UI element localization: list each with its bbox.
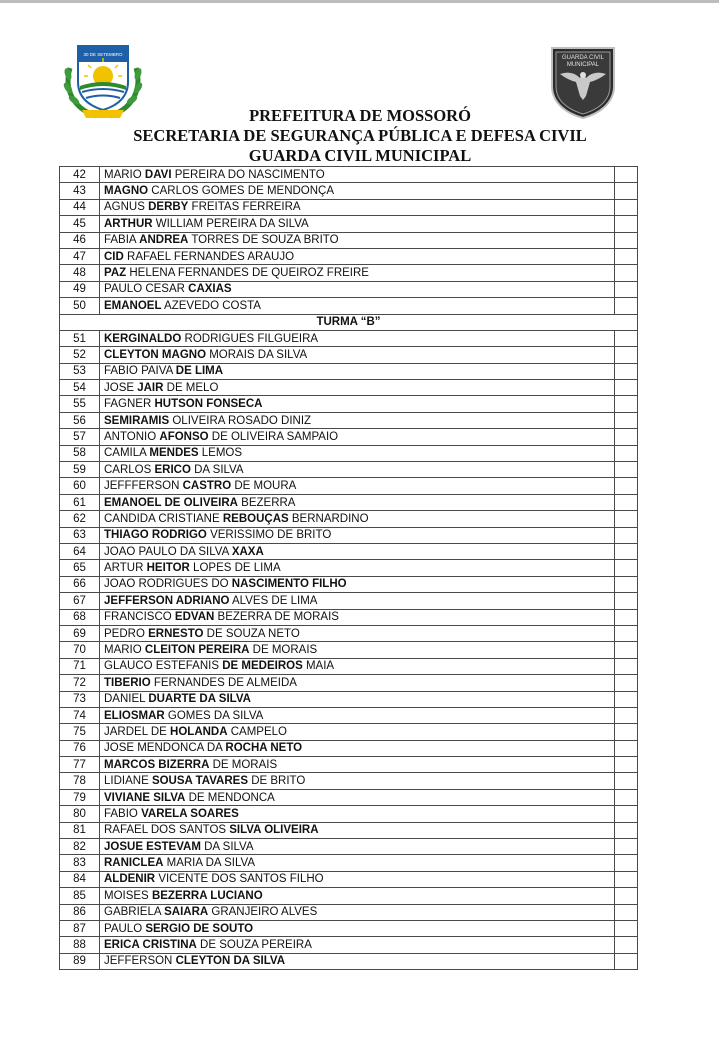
header-line-prefeitura: PREFEITURA DE MOSSORÓ — [249, 106, 471, 125]
row-name: ARTHUR WILLIAM PEREIRA DA SILVA — [100, 216, 615, 232]
row-number: 70 — [60, 642, 100, 658]
row-name: FRANCISCO EDVAN BEZERRA DE MORAIS — [100, 609, 615, 625]
row-name: CANDIDA CRISTIANE REBOUÇAS BERNARDINO — [100, 511, 615, 527]
row-number: 73 — [60, 691, 100, 707]
row-number: 55 — [60, 396, 100, 412]
row-blank-cell — [615, 953, 638, 969]
row-number: 71 — [60, 658, 100, 674]
row-blank-cell — [615, 609, 638, 625]
row-number: 67 — [60, 593, 100, 609]
table-row — [60, 773, 638, 789]
row-name: EMANOEL AZEVEDO COSTA — [100, 298, 615, 314]
row-blank-cell — [615, 330, 638, 346]
row-number: 80 — [60, 806, 100, 822]
row-blank-cell — [615, 773, 638, 789]
row-name: VIVIANE SILVA DE MENDONCA — [100, 789, 615, 805]
row-blank-cell — [615, 380, 638, 396]
table-row — [60, 904, 638, 920]
row-blank-cell — [615, 232, 638, 248]
table-row — [60, 543, 638, 559]
table-row — [60, 363, 638, 379]
table-row — [60, 888, 638, 904]
row-name: FABIO VARELA SOARES — [100, 806, 615, 822]
row-blank-cell — [615, 412, 638, 428]
row-number: 87 — [60, 920, 100, 936]
table-row — [60, 937, 638, 953]
table-row — [60, 658, 638, 674]
row-name: CARLOS ERICO DA SILVA — [100, 462, 615, 478]
row-blank-cell — [615, 543, 638, 559]
row-blank-cell — [615, 625, 638, 641]
row-number: 52 — [60, 347, 100, 363]
row-blank-cell — [615, 707, 638, 723]
table-row — [60, 789, 638, 805]
row-blank-cell — [615, 167, 638, 183]
table-row — [60, 232, 638, 248]
table-row — [60, 839, 638, 855]
table-row — [60, 330, 638, 346]
table-row — [60, 593, 638, 609]
table-row — [60, 576, 638, 592]
row-number: 57 — [60, 429, 100, 445]
row-number: 46 — [60, 232, 100, 248]
row-blank-cell — [615, 183, 638, 199]
table-row — [60, 527, 638, 543]
table-row — [60, 216, 638, 232]
row-number: 79 — [60, 789, 100, 805]
row-blank-cell — [615, 281, 638, 297]
row-number: 88 — [60, 937, 100, 953]
table-row — [60, 806, 638, 822]
row-name: ALDENIR VICENTE DOS SANTOS FILHO — [100, 871, 615, 887]
row-number: 83 — [60, 855, 100, 871]
row-number: 45 — [60, 216, 100, 232]
row-number: 47 — [60, 248, 100, 264]
row-blank-cell — [615, 511, 638, 527]
row-name: JOSE JAIR DE MELO — [100, 380, 615, 396]
table-row — [60, 691, 638, 707]
row-blank-cell — [615, 199, 638, 215]
row-name: ANTONIO AFONSO DE OLIVEIRA SAMPAIO — [100, 429, 615, 445]
row-number: 85 — [60, 888, 100, 904]
row-number: 58 — [60, 445, 100, 461]
row-name: JARDEL DE HOLANDA CAMPELO — [100, 724, 615, 740]
row-number: 66 — [60, 576, 100, 592]
table-row — [60, 494, 638, 510]
table-row — [60, 347, 638, 363]
row-name: RANICLEA MARIA DA SILVA — [100, 855, 615, 871]
row-blank-cell — [615, 527, 638, 543]
table-row — [60, 953, 638, 969]
group-header-row — [60, 314, 638, 330]
badge-right-text-top: GUARDA CIVIL — [561, 55, 605, 61]
table-row — [60, 675, 638, 691]
table-row — [60, 822, 638, 838]
row-blank-cell — [615, 920, 638, 936]
table-row — [60, 724, 638, 740]
row-number: 59 — [60, 462, 100, 478]
row-number: 50 — [60, 298, 100, 314]
row-blank-cell — [615, 806, 638, 822]
row-name: DANIEL DUARTE DA SILVA — [100, 691, 615, 707]
table-row — [60, 380, 638, 396]
table-row — [60, 609, 638, 625]
row-blank-cell — [615, 560, 638, 576]
row-name: GABRIELA SAIARA GRANJEIRO ALVES — [100, 904, 615, 920]
row-name: CLEYTON MAGNO MORAIS DA SILVA — [100, 347, 615, 363]
row-name: MARIO CLEITON PEREIRA DE MORAIS — [100, 642, 615, 658]
row-blank-cell — [615, 429, 638, 445]
row-name: MARIO DAVI PEREIRA DO NASCIMENTO — [100, 167, 615, 183]
row-number: 49 — [60, 281, 100, 297]
row-name: CAMILA MENDES LEMOS — [100, 445, 615, 461]
row-name: FAGNER HUTSON FONSECA — [100, 396, 615, 412]
row-blank-cell — [615, 298, 638, 314]
roster-table — [59, 166, 638, 970]
header-line-secretaria: SECRETARIA DE SEGURANÇA PÚBLICA E DEFESA CIVIL — [133, 126, 587, 145]
row-name: TIBERIO FERNANDES DE ALMEIDA — [100, 675, 615, 691]
row-number: 82 — [60, 839, 100, 855]
table-row — [60, 412, 638, 428]
table-row — [60, 248, 638, 264]
row-name: PAZ HELENA FERNANDES DE QUEIROZ FREIRE — [100, 265, 615, 281]
table-row — [60, 855, 638, 871]
table-row — [60, 625, 638, 641]
row-blank-cell — [615, 675, 638, 691]
row-blank-cell — [615, 494, 638, 510]
row-blank-cell — [615, 757, 638, 773]
row-name: MOISES BEZERRA LUCIANO — [100, 888, 615, 904]
header-line-guarda: GUARDA CIVIL MUNICIPAL — [248, 146, 472, 165]
row-blank-cell — [615, 478, 638, 494]
row-blank-cell — [615, 265, 638, 281]
table-row — [60, 642, 638, 658]
badge-right-text-bottom: MUNICIPAL — [566, 62, 600, 68]
row-number: 54 — [60, 380, 100, 396]
row-blank-cell — [615, 724, 638, 740]
table-row — [60, 265, 638, 281]
row-number: 44 — [60, 199, 100, 215]
top-border-line — [0, 0, 719, 3]
row-name: JOAO RODRIGUES DO NASCIMENTO FILHO — [100, 576, 615, 592]
row-blank-cell — [615, 658, 638, 674]
row-name: FABIA ANDREA TORRES DE SOUZA BRITO — [100, 232, 615, 248]
row-name: ERICA CRISTINA DE SOUZA PEREIRA — [100, 937, 615, 953]
row-name: THIAGO RODRIGO VERISSIMO DE BRITO — [100, 527, 615, 543]
row-number: 53 — [60, 363, 100, 379]
row-blank-cell — [615, 445, 638, 461]
table-row — [60, 429, 638, 445]
row-number: 69 — [60, 625, 100, 641]
row-blank-cell — [615, 576, 638, 592]
row-number: 78 — [60, 773, 100, 789]
row-blank-cell — [615, 937, 638, 953]
table-row — [60, 560, 638, 576]
row-blank-cell — [615, 789, 638, 805]
row-number: 81 — [60, 822, 100, 838]
row-name: JOAO PAULO DA SILVA XAXA — [100, 543, 615, 559]
row-blank-cell — [615, 396, 638, 412]
row-blank-cell — [615, 593, 638, 609]
row-number: 61 — [60, 494, 100, 510]
table-row — [60, 445, 638, 461]
row-number: 68 — [60, 609, 100, 625]
row-number: 89 — [60, 953, 100, 969]
roster-table-body — [60, 167, 638, 970]
row-name: GLAUCO ESTEFANIS DE MEDEIROS MAIA — [100, 658, 615, 674]
table-row — [60, 462, 638, 478]
row-name: CID RAFAEL FERNANDES ARAUJO — [100, 248, 615, 264]
row-number: 64 — [60, 543, 100, 559]
row-name: ELIOSMAR GOMES DA SILVA — [100, 707, 615, 723]
row-name: PAULO SERGIO DE SOUTO — [100, 920, 615, 936]
row-name: EMANOEL DE OLIVEIRA BEZERRA — [100, 494, 615, 510]
row-name: JEFFERSON CLEYTON DA SILVA — [100, 953, 615, 969]
row-name: SEMIRAMIS OLIVEIRA ROSADO DINIZ — [100, 412, 615, 428]
row-blank-cell — [615, 642, 638, 658]
row-number: 56 — [60, 412, 100, 428]
row-name: MAGNO CARLOS GOMES DE MENDONÇA — [100, 183, 615, 199]
row-blank-cell — [615, 822, 638, 838]
table-row — [60, 511, 638, 527]
row-name: JEFFERSON ADRIANO ALVES DE LIMA — [100, 593, 615, 609]
row-name: FABIO PAIVA DE LIMA — [100, 363, 615, 379]
row-number: 84 — [60, 871, 100, 887]
row-name: RAFAEL DOS SANTOS SILVA OLIVEIRA — [100, 822, 615, 838]
row-blank-cell — [615, 363, 638, 379]
row-blank-cell — [615, 216, 638, 232]
row-number: 63 — [60, 527, 100, 543]
row-number: 74 — [60, 707, 100, 723]
row-name: JEFFFERSON CASTRO DE MOURA — [100, 478, 615, 494]
row-name: MARCOS BIZERRA DE MORAIS — [100, 757, 615, 773]
row-number: 72 — [60, 675, 100, 691]
row-blank-cell — [615, 888, 638, 904]
row-name: PAULO CESAR CAXIAS — [100, 281, 615, 297]
row-number: 60 — [60, 478, 100, 494]
row-number: 65 — [60, 560, 100, 576]
table-row — [60, 757, 638, 773]
row-name: PEDRO ERNESTO DE SOUZA NETO — [100, 625, 615, 641]
table-row — [60, 478, 638, 494]
table-row — [60, 298, 638, 314]
group-label-turma-b: TURMA “B” — [60, 314, 638, 330]
row-number: 76 — [60, 740, 100, 756]
row-number: 48 — [60, 265, 100, 281]
table-row — [60, 396, 638, 412]
row-blank-cell — [615, 347, 638, 363]
table-row — [60, 199, 638, 215]
row-name: AGNUS DERBY FREITAS FERREIRA — [100, 199, 615, 215]
row-blank-cell — [615, 855, 638, 871]
row-name: ARTUR HEITOR LOPES DE LIMA — [100, 560, 615, 576]
row-blank-cell — [615, 871, 638, 887]
table-row — [60, 167, 638, 183]
row-blank-cell — [615, 904, 638, 920]
table-row — [60, 740, 638, 756]
row-number: 75 — [60, 724, 100, 740]
row-number: 62 — [60, 511, 100, 527]
row-blank-cell — [615, 462, 638, 478]
row-name: KERGINALDO RODRIGUES FILGUEIRA — [100, 330, 615, 346]
row-number: 77 — [60, 757, 100, 773]
row-name: JOSE MENDONCA DA ROCHA NETO — [100, 740, 615, 756]
row-number: 43 — [60, 183, 100, 199]
badge-left-text: 30 DE SETEMBRO — [83, 52, 123, 57]
row-blank-cell — [615, 248, 638, 264]
row-name: JOSUE ESTEVAM DA SILVA — [100, 839, 615, 855]
row-blank-cell — [615, 839, 638, 855]
document-header — [60, 106, 660, 166]
row-number: 51 — [60, 330, 100, 346]
table-row — [60, 707, 638, 723]
row-blank-cell — [615, 740, 638, 756]
row-blank-cell — [615, 691, 638, 707]
table-row — [60, 183, 638, 199]
row-number: 86 — [60, 904, 100, 920]
row-name: LIDIANE SOUSA TAVARES DE BRITO — [100, 773, 615, 789]
table-row — [60, 281, 638, 297]
table-row — [60, 871, 638, 887]
row-number: 42 — [60, 167, 100, 183]
table-row — [60, 920, 638, 936]
